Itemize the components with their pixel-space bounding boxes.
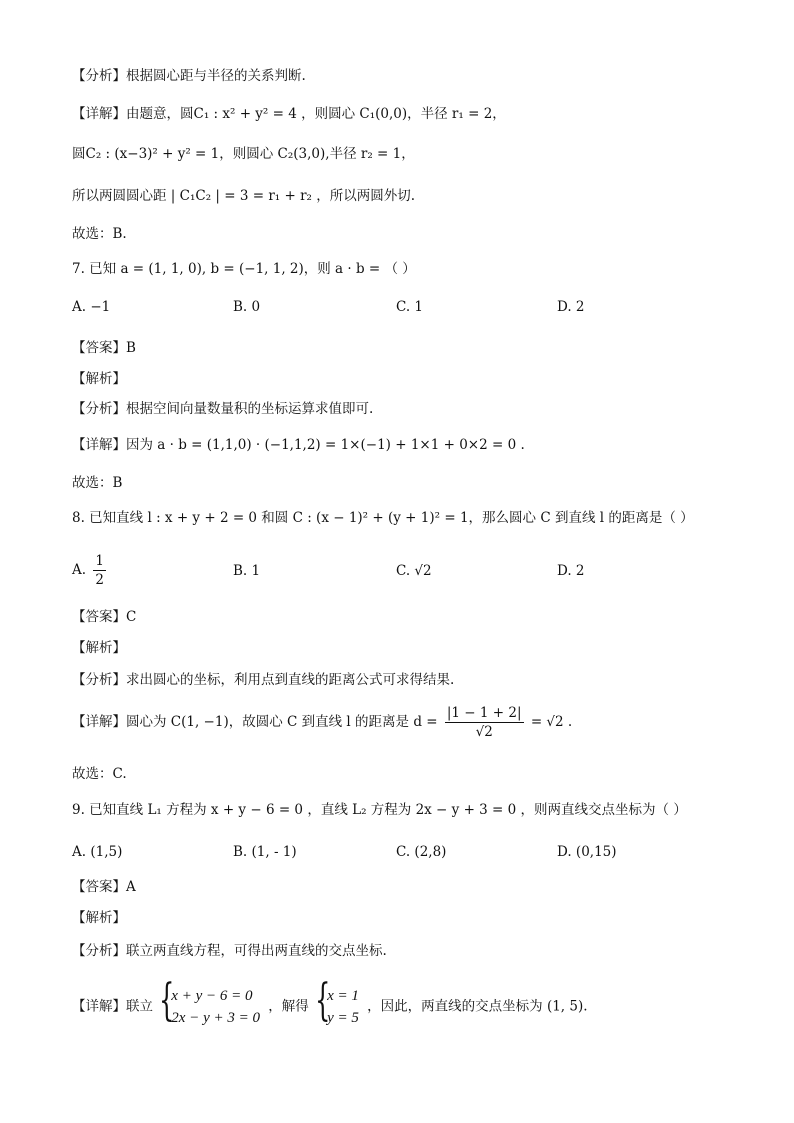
q7-choice: 故选：B [72, 475, 123, 491]
q7-option-a: A. −1 [72, 299, 111, 315]
distance-fraction [445, 704, 524, 741]
q9-answer: 【答案】A [72, 879, 136, 895]
question-8: 8. 已知直线 l : x + y + 2 = 0 和圆 C : (x − 1)² + (y + 1)² = 1，那么圆心 C 到直线 l 的距离是（ ） [72, 510, 694, 526]
q8-detail-result: = √2 . [530, 714, 573, 730]
left-brace: { [315, 975, 331, 1026]
solution-row: x = 1 [327, 988, 359, 1004]
q8-option-a [72, 552, 109, 589]
distance-denominator: √2 [475, 724, 493, 740]
answer-choice-line: 故选：B. [72, 226, 127, 242]
q9-option-d: D. (0,15) [557, 844, 617, 860]
q9-detail-text: 【详解】联立 [72, 998, 153, 1015]
equation-row: 2x − y + 3 = 0 [171, 1010, 260, 1026]
q9-detail-connector: ，解得 [268, 998, 309, 1015]
q7-option-c: C. 1 [396, 299, 424, 315]
q8-option-b: B. 1 [233, 563, 261, 579]
q8-detail-text: 【详解】圆心为 C(1, −1)，故圆心 C 到直线 l 的距离是 d = [72, 714, 438, 730]
analysis-line: 【分析】根据圆心距与半径的关系判断. [72, 68, 306, 84]
q9-solution-heading: 【解析】 [72, 910, 126, 926]
left-brace: { [159, 975, 175, 1026]
q7-detail: 【详解】因为 a · b = (1,1,0) · (−1,1,2) = 1×(−1) + 1×1 + 0×2 = 0 . [72, 437, 525, 453]
q7-solution-heading: 【解析】 [72, 371, 126, 387]
q9-detail [72, 975, 588, 1029]
distance-line: 所以两圆圆心距 | C₁C₂ | = 3 = r₁ + r₂ ，所以两圆外切. [72, 188, 416, 204]
q8-answer: 【答案】C [72, 609, 137, 625]
q9-analysis: 【分析】联立两直线方程，可得出两直线的交点坐标. [72, 943, 387, 959]
q7-answer: 【答案】B [72, 340, 136, 356]
q8-option-d: D. 2 [557, 563, 585, 579]
q8-option-a-label: A. [72, 562, 87, 578]
q9-detail-result: ，因此，两直线的交点坐标为 (1, 5). [367, 998, 588, 1015]
equation-row: x + y − 6 = 0 [171, 988, 253, 1004]
detail-line: 【详解】由题意，圆C₁ : x² + y² = 4 ，则圆心 C₁(0,0)，半径 r₁ = 2， [72, 106, 506, 122]
q8-detail [72, 704, 572, 741]
q8-choice: 故选：C. [72, 766, 127, 782]
q9-option-b: B. (1, - 1) [233, 844, 297, 860]
q8-solution-heading: 【解析】 [72, 640, 126, 656]
fraction [93, 552, 106, 589]
fraction-denominator: 2 [95, 572, 104, 588]
distance-numerator: |1 − 1 + 2| [446, 705, 522, 721]
q7-analysis: 【分析】根据空间向量数量积的坐标运算求值即可. [72, 401, 374, 417]
fraction-numerator: 1 [95, 553, 104, 569]
question-9: 9. 已知直线 L₁ 方程为 x + y − 6 = 0 ，直线 L₂ 方程为 2x − y + 3 = 0 ，则两直线交点坐标为（ ） [72, 802, 687, 818]
circle-c2-line: 圆C₂ : (x−3)² + y² = 1，则圆心 C₂(3,0),半径 r₂ = 1， [72, 146, 415, 162]
q8-option-c: C. √2 [396, 563, 432, 579]
q8-analysis: 【分析】求出圆心的坐标，利用点到直线的距离公式可求得结果. [72, 672, 455, 688]
q9-option-c: C. (2,8) [396, 844, 447, 860]
question-7: 7. 已知 a = (1, 1, 0), b = (−1, 1, 2)，则 a · b = （ ） [72, 261, 416, 277]
q7-option-b: B. 0 [233, 299, 261, 315]
solution-row: y = 5 [327, 1010, 359, 1026]
equation-system [159, 975, 260, 1029]
q9-option-a: A. (1,5) [72, 844, 123, 860]
q7-option-d: D. 2 [557, 299, 585, 315]
solution-system [315, 975, 359, 1029]
